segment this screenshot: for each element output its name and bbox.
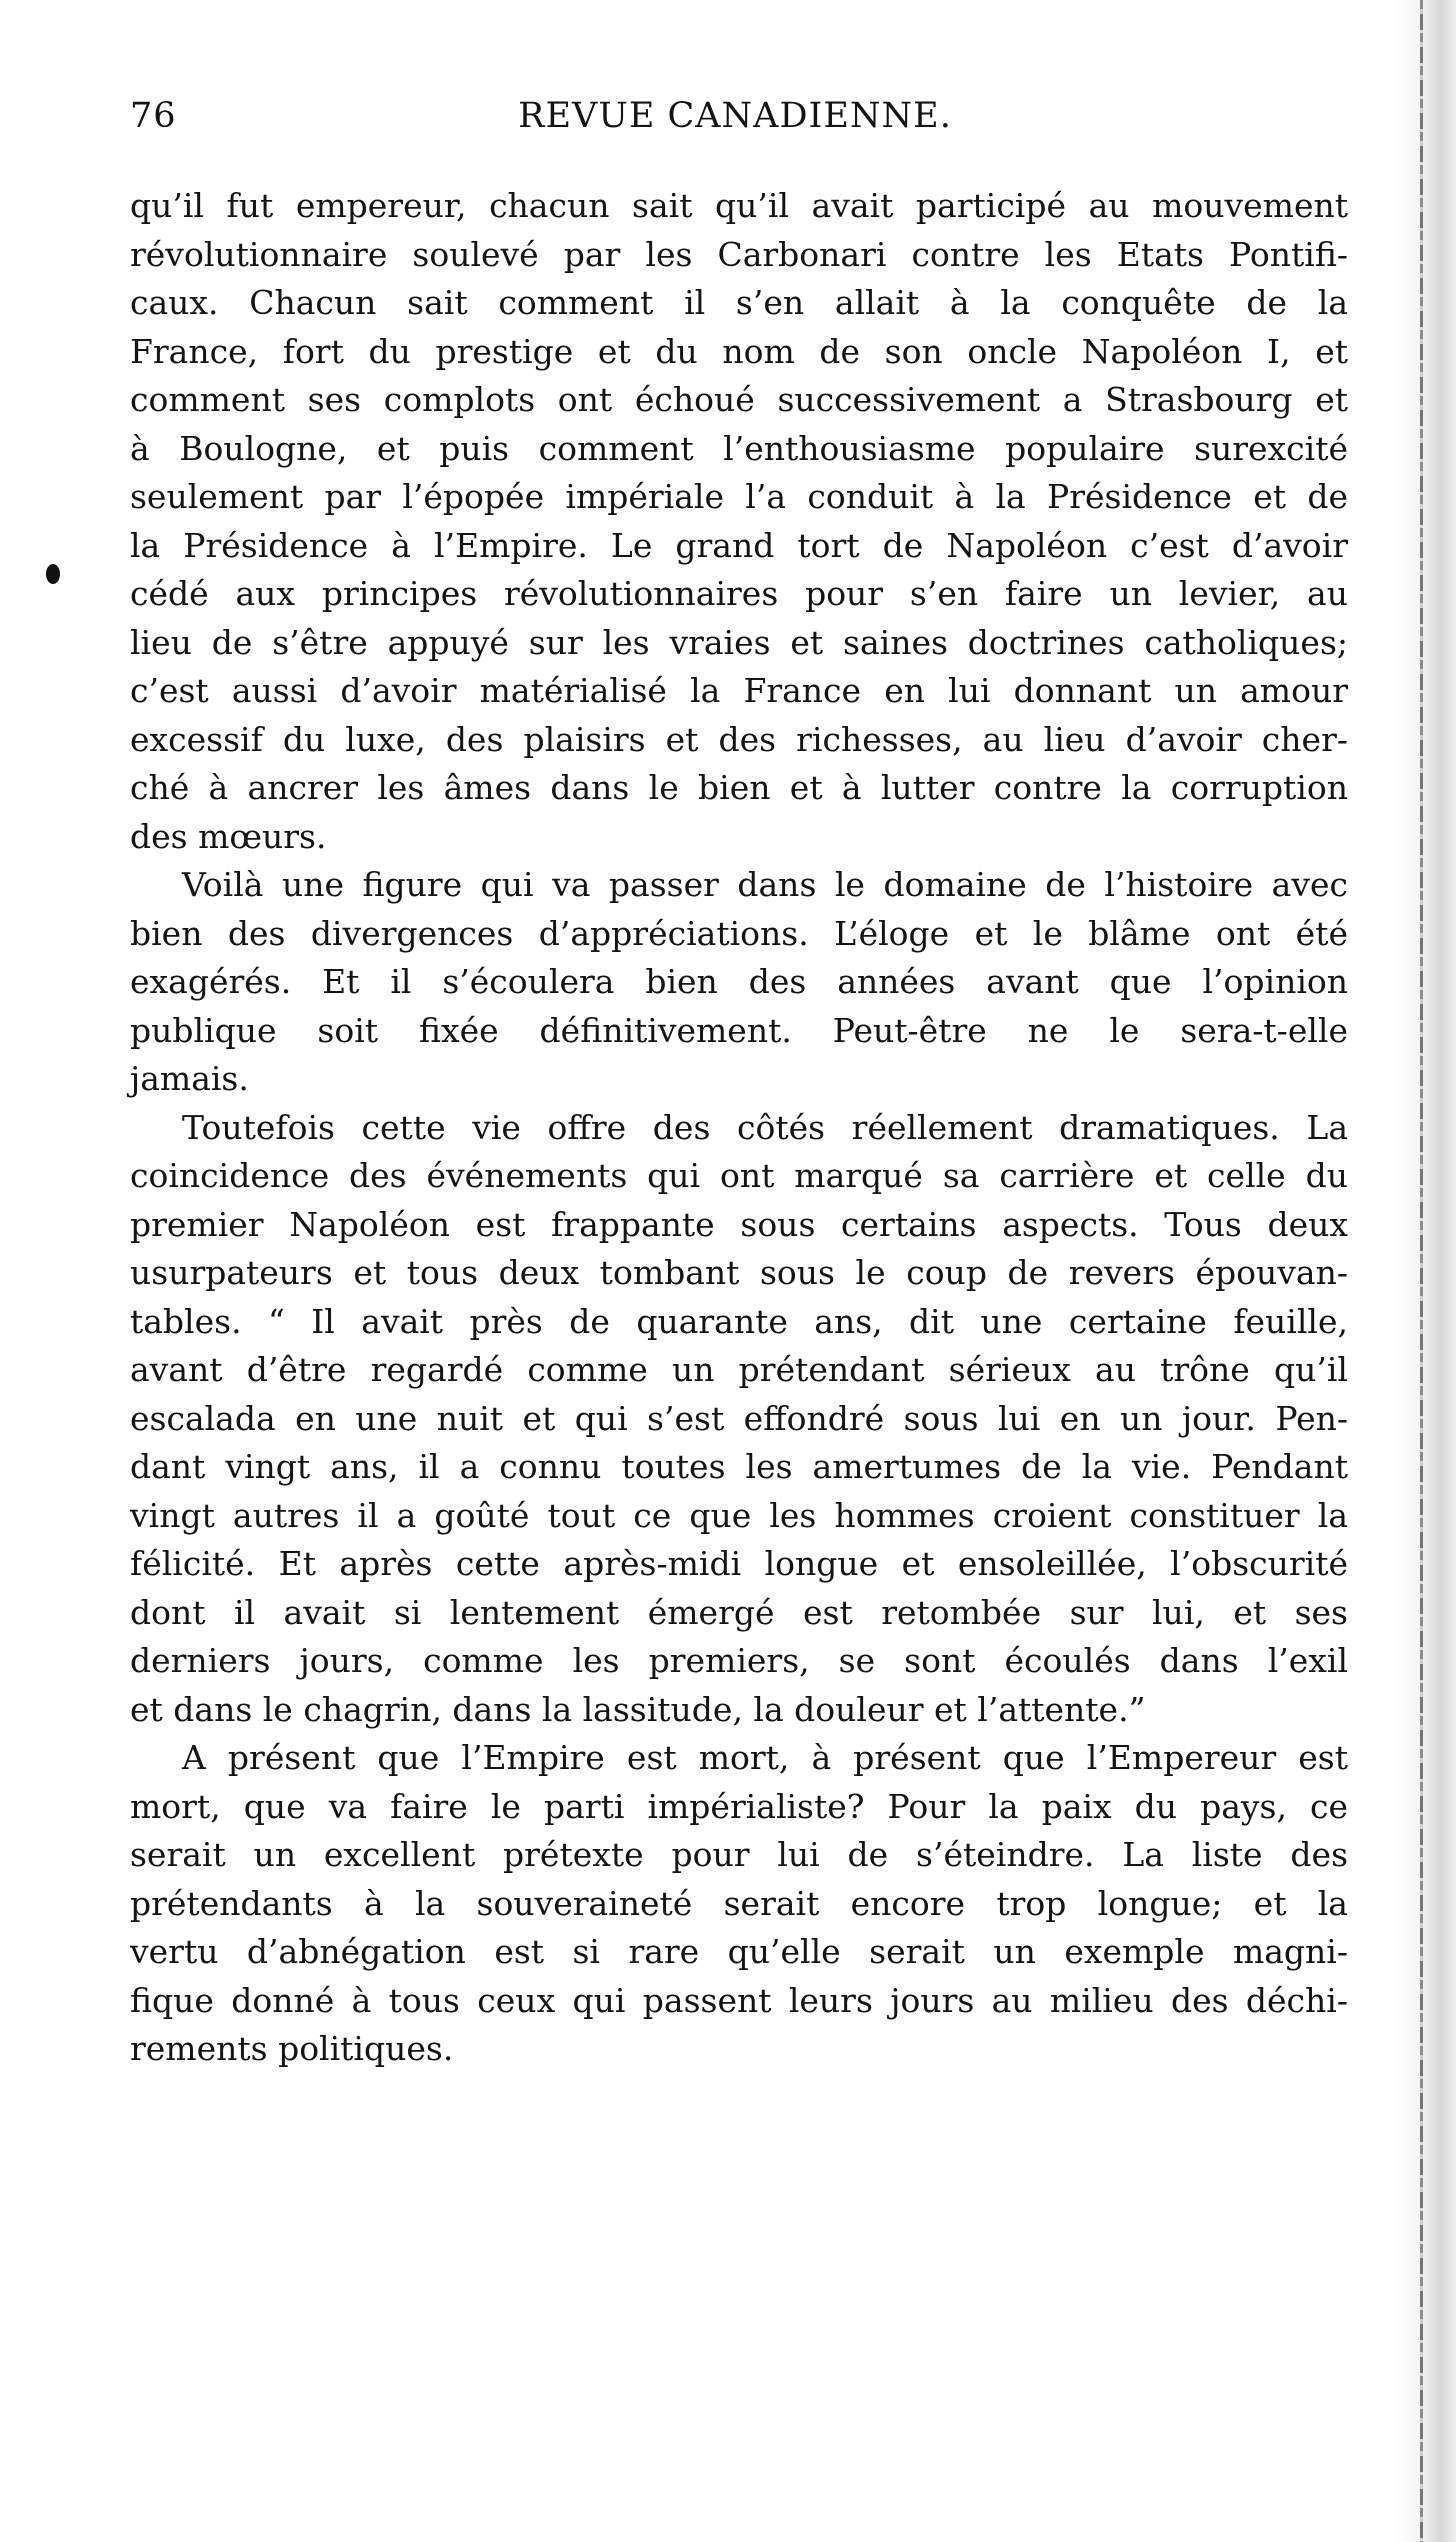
paragraph (130, 1104, 1348, 1735)
text-line: dont il avait si lentement émergé est retombée sur lui, et ses (130, 1592, 1348, 1632)
text-line: mort, que va faire le parti impérialiste? Pour la paix du pays, ce (130, 1786, 1348, 1826)
text-line: Toutefois cette vie offre des côtés réellement dramatiques. La (182, 1107, 1348, 1147)
text-line: France, fort du prestige et du nom de son oncle Napoléon I, et (130, 331, 1348, 371)
text-line: prétendants à la souveraineté serait encore trop longue; et la (130, 1883, 1348, 1923)
text-line: coincidence des événements qui ont marqué sa carrière et celle du (130, 1156, 1348, 1195)
body-text (130, 182, 1348, 2074)
text-line: félicité. Et après cette après-midi longue et ensoleillée, l’obscurité (130, 1544, 1348, 1583)
text-line: escalada en une nuit et qui s’est effondré sous lui en un jour. Pen- (130, 1398, 1348, 1438)
text-line: vingt autres il a goûté tout ce que les hommes croient constituer la (130, 1495, 1348, 1535)
text-line: et dans le chagrin, dans la lassitude, la douleur et l’attente.” (130, 1689, 1146, 1729)
text-line: derniers jours, comme les premiers, se sont écoulés dans l’exil (130, 1641, 1348, 1680)
text-line: publique soit fixée définitivement. Peut-être ne le sera-t-elle (130, 1010, 1348, 1050)
page-number: 76 (130, 96, 177, 136)
text-line: Voilà une figure qui va passer dans le domaine de l’histoire avec (182, 865, 1348, 904)
text-line: serait un excellent prétexte pour lui de s’éteindre. La liste des (130, 1835, 1348, 1874)
text-line: dant vingt ans, il a connu toutes les amertumes de la vie. Pendant (130, 1447, 1348, 1486)
page-edge-shadow (1395, 0, 1456, 2542)
page-header (130, 96, 1340, 156)
text-line: cédé aux principes révolutionnaires pour s’en faire un levier, au (130, 574, 1348, 613)
text-line: exagérés. Et il s’écoulera bien des années avant que l’opinion (130, 962, 1348, 1001)
text-line: c’est aussi d’avoir matérialisé la France en lui donnant un amour (130, 671, 1348, 710)
text-line: premier Napoléon est frappante sous certains aspects. Tous deux (130, 1204, 1348, 1244)
text-line: A présent que l’Empire est mort, à présent que l’Empereur est (182, 1738, 1348, 1777)
text-line: rements politiques. (130, 2029, 454, 2068)
text-line: usurpateurs et tous deux tombant sous le coup de revers épouvan- (130, 1253, 1348, 1292)
text-line: vertu d’abnégation est si rare qu’elle serait un exemple magni- (130, 1932, 1348, 1971)
text-line: ché à ancrer les âmes dans le bien et à lutter contre la corruption (130, 768, 1348, 807)
text-line: jamais. (130, 1059, 249, 1098)
running-title: REVUE CANADIENNE. (518, 96, 952, 136)
text-line: des mœurs. (130, 816, 327, 856)
paragraph (130, 182, 1348, 861)
text-line: à Boulogne, et puis comment l’enthousiasme populaire surexcité (130, 428, 1348, 468)
text-line: comment ses complots ont échoué successivement a Strasbourg et (130, 380, 1348, 419)
text-line: seulement par l’épopée impériale l’a conduit à la Présidence et de (130, 477, 1348, 516)
text-line: caux. Chacun sait comment il s’en allait à la conquête de la (130, 283, 1348, 322)
text-line: révolutionnaire soulevé par les Carbonari contre les Etats Pontifi- (130, 234, 1348, 274)
text-line: avant d’être regardé comme un prétendant sérieux au trône qu’il (130, 1350, 1348, 1389)
paragraph (130, 1734, 1348, 2074)
text-line: bien des divergences d’appréciations. L’éloge et le blâme ont été (130, 913, 1348, 953)
text-line: tables. “ Il avait près de quarante ans, dit une certaine feuille, (130, 1301, 1348, 1341)
text-line: la Présidence à l’Empire. Le grand tort de Napoléon c’est d’avoir (130, 525, 1348, 565)
margin-ink-dot (46, 564, 60, 584)
text-line: excessif du luxe, des plaisirs et des richesses, au lieu d’avoir cher- (130, 719, 1348, 759)
paragraph (130, 861, 1348, 1104)
text-line: fique donné à tous ceux qui passent leurs jours au milieu des déchi- (130, 1980, 1348, 2020)
page-edge-line (1420, 0, 1423, 2542)
text-line: lieu de s’être appuyé sur les vraies et saines doctrines catholiques; (130, 622, 1348, 662)
text-line: qu’il fut empereur, chacun sait qu’il avait participé au mouvement (130, 186, 1348, 225)
